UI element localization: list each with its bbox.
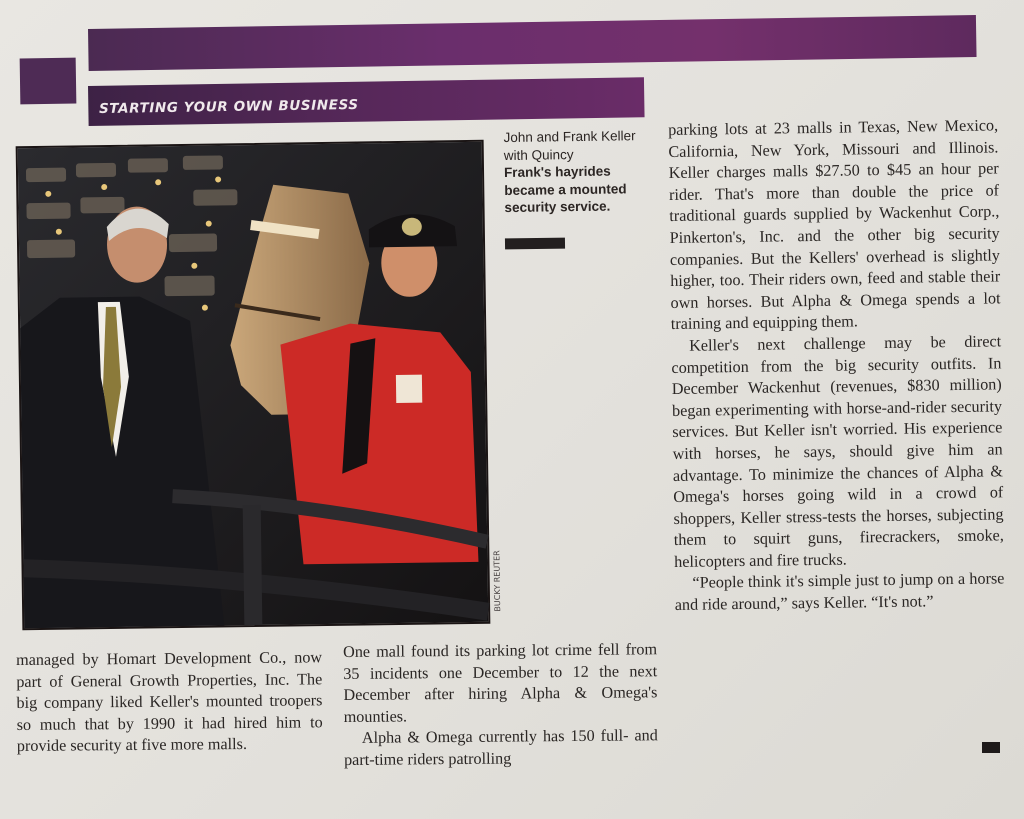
- section-label: STARTING YOUR OWN BUSINESS: [98, 96, 359, 118]
- paragraph: One mall found its parking lot crime fell from 35 incidents one December to 12 the next December after hiring Alpha & Omega's mounties.: [343, 640, 658, 726]
- header-color-band: [88, 15, 977, 71]
- article-photo: [16, 140, 503, 630]
- paragraph: Alpha & Omega currently has 150 full- and part-time riders patrolling: [343, 726, 658, 769]
- article-column-bottom-middle: [343, 639, 658, 771]
- article-column-bottom-left: [16, 647, 323, 758]
- photo-caption: [503, 127, 654, 217]
- paragraph: Keller's next challenge may be direct competition from the big security outfits. In December Wackenhut (revenues, $830 million) began experimenting with horse-and-rider security services. But Keller isn't worried. His experience with horses, he says, should give him an advantage. To minimize the chances of Alpha & Omega's horses going wild in a crowd of shoppers, Keller stress-tests the horses, subjecting them to squirt guns, firecrackers, smoke, helicopters and fire trucks.: [671, 332, 1004, 571]
- photo-credit: BUCKY REUTER: [492, 550, 503, 612]
- paragraph: managed by Homart Development Co., now part of General Growth Properties, Inc. The big company liked Keller's mounted troopers so much that by 1990 it had hired him to provide security at five more malls.: [16, 648, 323, 756]
- paragraph: “People think it's simple just to jump on a horse and ride around,” says Keller. “It's not.”: [674, 569, 1005, 615]
- caption-rule: [505, 238, 565, 250]
- caption-description: Frank's hayrides became a mounted security service.: [503, 163, 627, 216]
- paragraph: parking lots at 23 malls in Texas, New Mexico, California, New York, Missouri and Illinois. Keller charges malls $27.50 to $45 an hour per rider. That's more than double the price of traditional guards supplied by Wackenhut Corp., Pinkerton's, Inc. and the other big security companies. But the Kellers' overhead is slightly higher, too. Their riders own, feed and stable their own horses. But Alpha & Omega spends a lot training and equipping them.: [668, 116, 1001, 334]
- header-accent-block: [20, 58, 77, 105]
- caption-names: John and Frank Keller with Quincy: [503, 128, 636, 163]
- end-mark: [982, 742, 1000, 753]
- photo-illustration: [18, 142, 503, 628]
- article-column-right: [668, 115, 1005, 616]
